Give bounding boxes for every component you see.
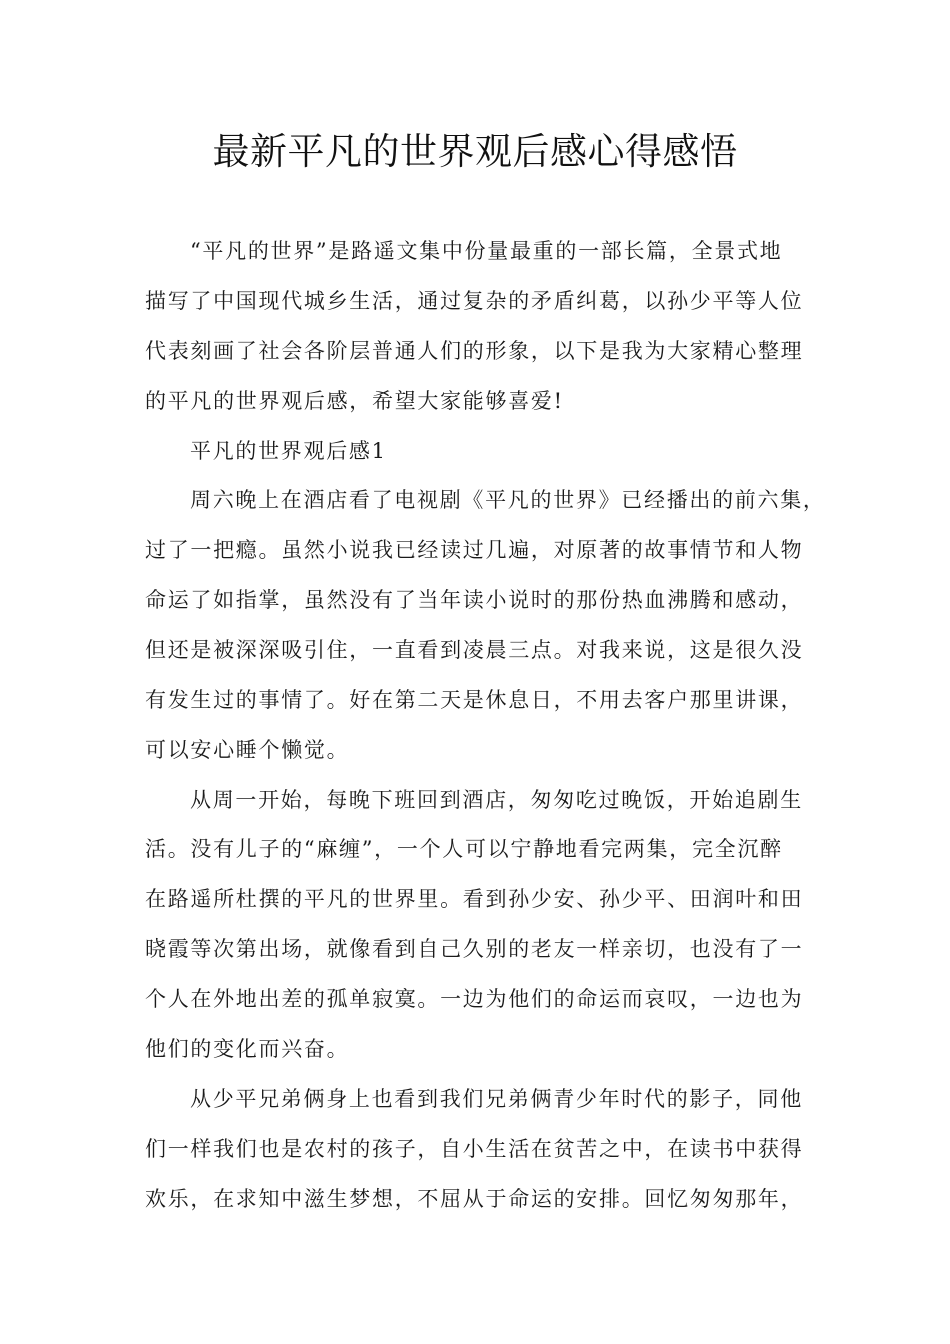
section-heading: 平凡的世界观后感1 xyxy=(190,439,387,463)
paragraph-line: 命运了如指掌，虽然没有了当年读小说时的那份热血沸腾和感动， xyxy=(145,588,804,612)
paragraph-line: 欢乐，在求知中滋生梦想，不屈从于命运的安排。回忆匆匆那年， xyxy=(145,1187,804,1211)
paragraph-line: “平凡的世界”是路遥文集中份量最重的一部长篇，全景式地 xyxy=(190,239,783,263)
paragraph-line: 但还是被深深吸引住，一直看到凌晨三点。对我来说，这是很久没 xyxy=(145,638,804,662)
paragraph-line: 有发生过的事情了。好在第二天是休息日，不用去客户那里讲课， xyxy=(145,688,804,712)
paragraph-line: 从少平兄弟俩身上也看到我们兄弟俩青少年时代的影子，同他 xyxy=(190,1087,803,1111)
paragraph-line: 在路遥所杜撰的平凡的世界里。看到孙少安、孙少平、田润叶和田 xyxy=(145,887,804,911)
paragraph-line: 可以安心睡个懒觉。 xyxy=(145,738,350,762)
paragraph-line: 描写了中国现代城乡生活，通过复杂的矛盾纠葛，以孙少平等人位 xyxy=(145,289,804,313)
paragraph-line: 过了一把瘾。虽然小说我已经读过几遍，对原著的故事情节和人物 xyxy=(145,538,804,562)
paragraph-line: 代表刻画了社会各阶层普通人们的形象，以下是我为大家精心整理 xyxy=(145,339,804,363)
paragraph-line: 晓霞等次第出场，就像看到自己久别的老友一样亲切，也没有了一 xyxy=(145,937,804,961)
paragraph-line: 活。没有儿子的“麻缠”，一个人可以宁静地看完两集，完全沉醉 xyxy=(145,837,783,861)
paragraph-line: 的平凡的世界观后感，希望大家能够喜爱! xyxy=(145,389,564,413)
paragraph-line: 个人在外地出差的孤单寂寞。一边为他们的命运而哀叹，一边也为 xyxy=(145,987,804,1011)
paragraph-line: 从周一开始，每晚下班回到酒店，匆匆吃过晚饭，开始追剧生 xyxy=(190,788,803,812)
paragraph-line: 周六晚上在酒店看了电视剧《平凡的世界》已经播出的前六集， xyxy=(190,488,826,512)
paragraph-line: 他们的变化而兴奋。 xyxy=(145,1037,350,1061)
paragraph-line: 们一样我们也是农村的孩子，自小生活在贫苦之中，在读书中获得 xyxy=(145,1137,804,1161)
document-title: 最新平凡的世界观后感心得感悟 xyxy=(212,130,738,173)
